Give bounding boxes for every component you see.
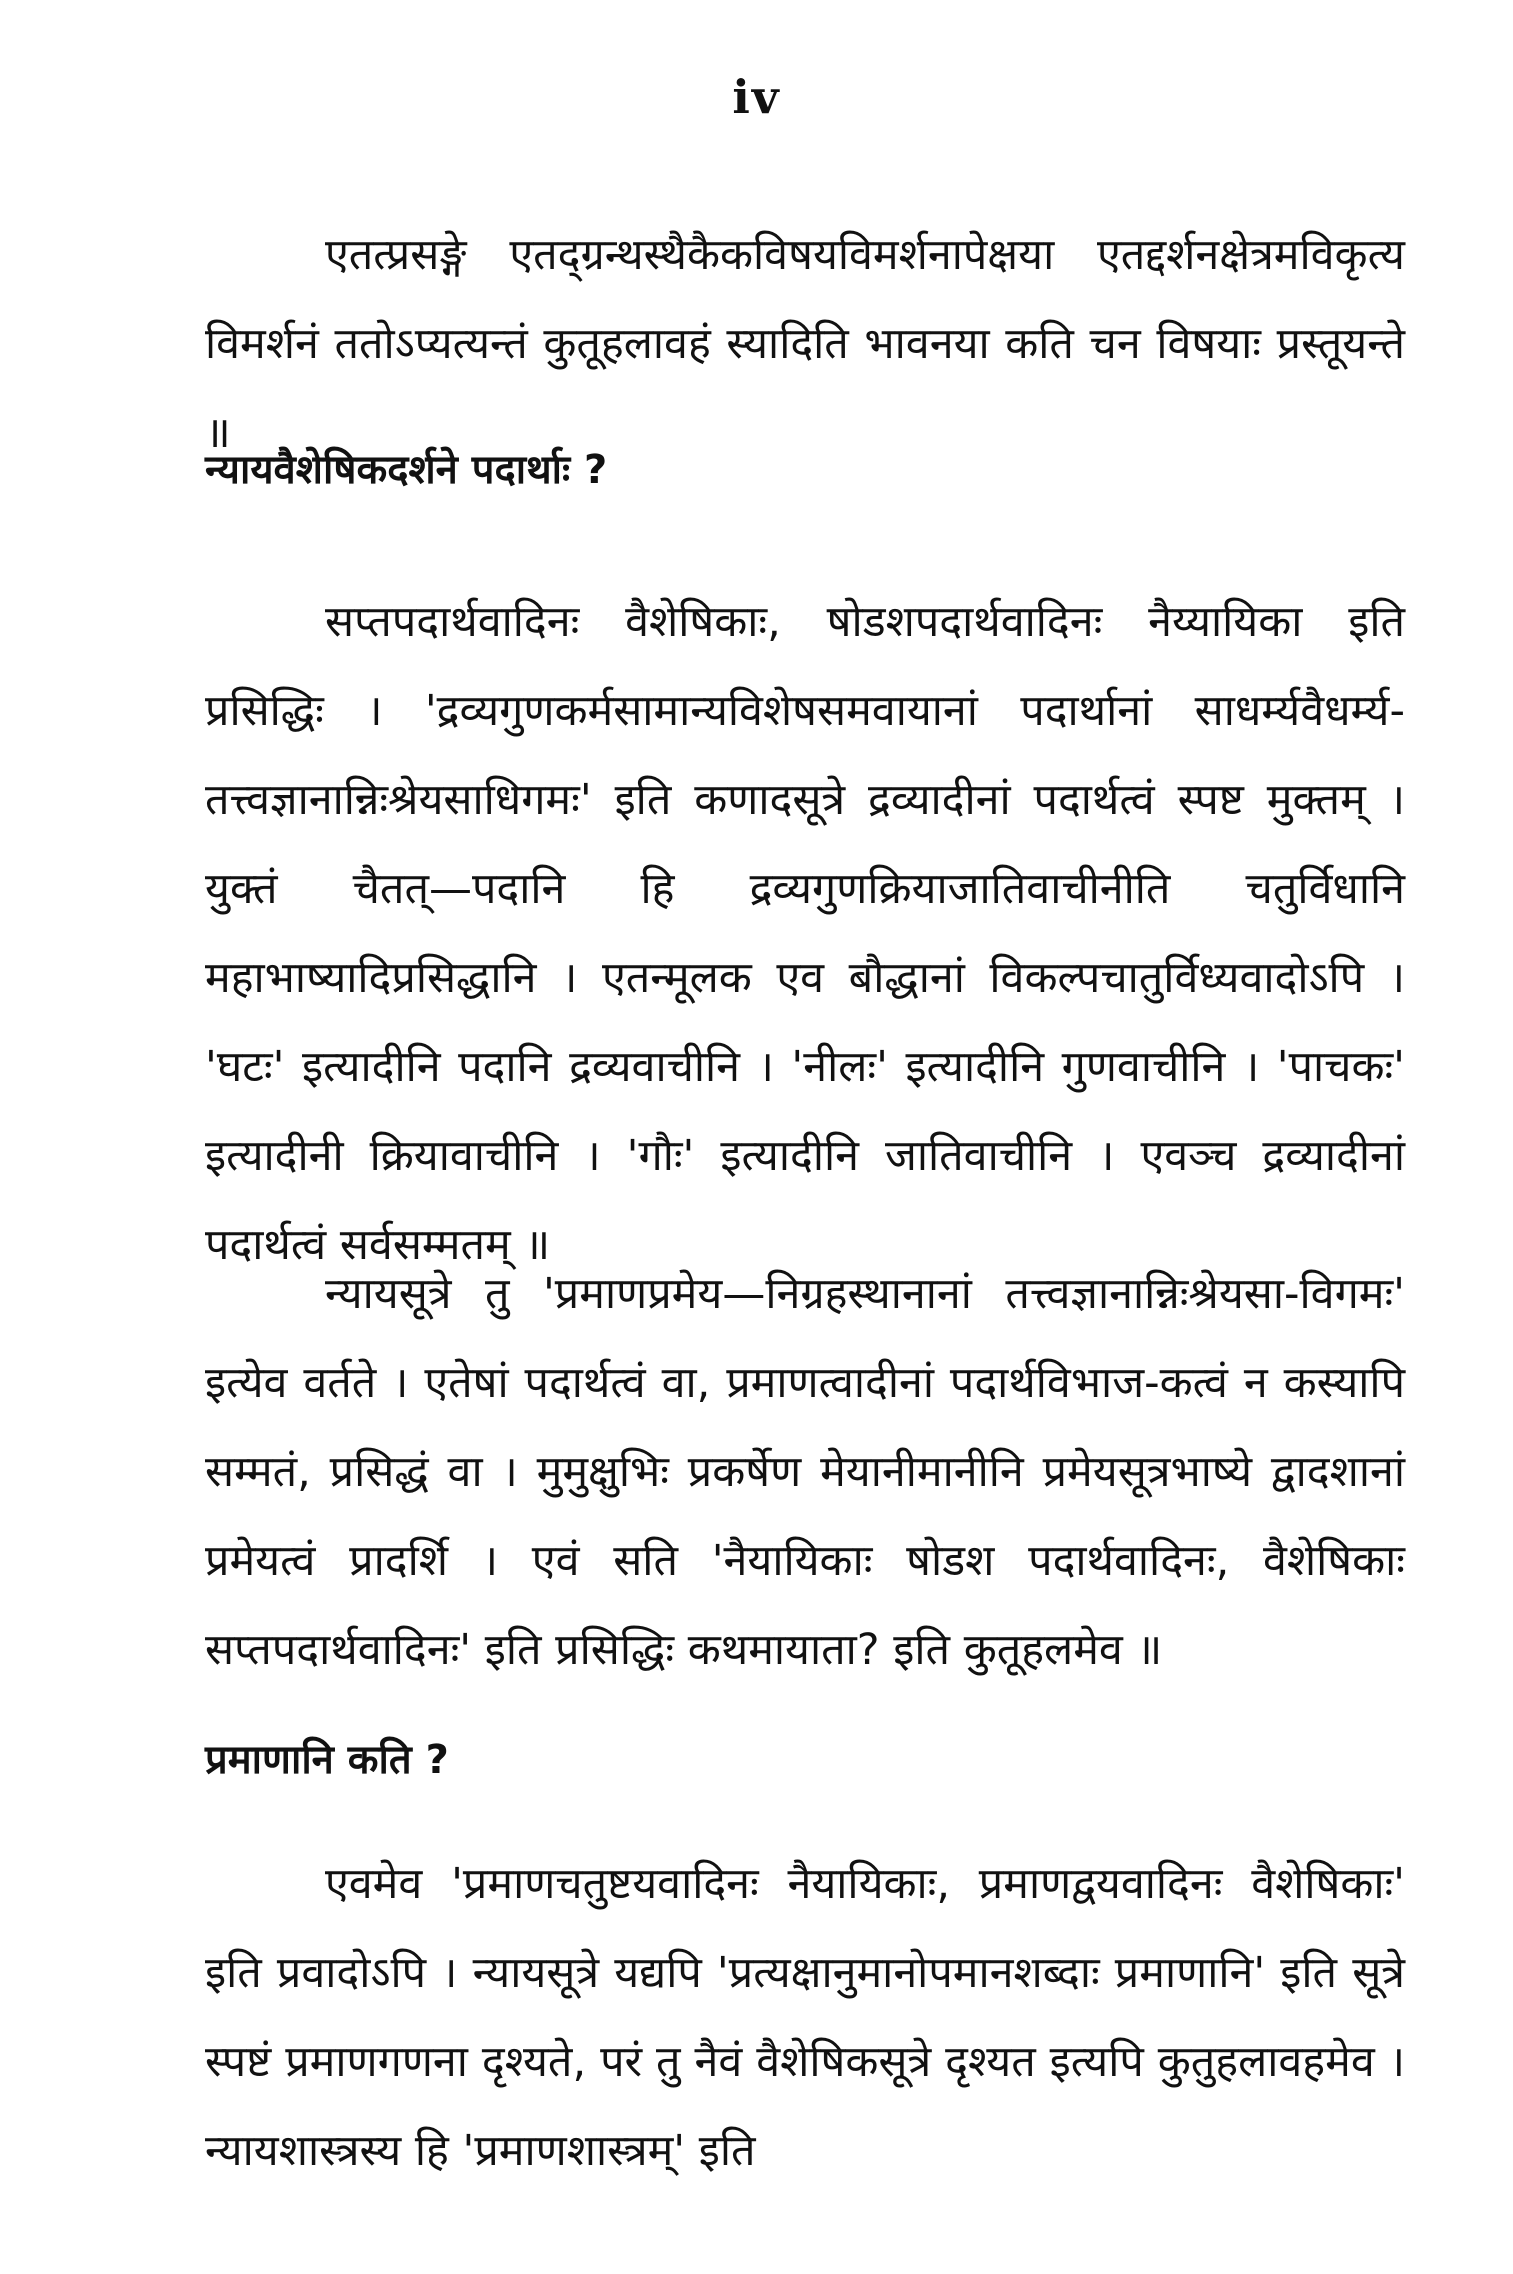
page-number: iv — [732, 70, 781, 124]
section-heading-pramanas: प्रमाणानि कति ? — [205, 1737, 449, 1783]
section-heading-padarthas: न्यायवैशेषिकदर्शने पदार्थाः ? — [205, 447, 608, 493]
paragraph-padartha-categories: सप्तपदार्थवादिनः वैशेषिकाः, षोडशपदार्थवादिनः नैय्यायिका इति प्रसिद्धिः । 'द्रव्यगुणकर्मसामान्यविशेषसमवायानां पदार्थानां साधर्म्यवैधर्म्य-तत्त्वज्ञानान्निःश्रेयसाधिगमः' इति कणादसूत्रे द्रव्यादीनां पदार्थत्वं स्पष्ट मुक्तम् । युक्तं चैतत्—पदानि हि द्रव्यगुणक्रियाजातिवाचीनीति चतुर्विधानि महाभाष्यादिप्रसिद्धानि । एतन्मूलक एव बौद्धानां विकल्पचातुर्विध्यवादोऽपि । 'घटः' इत्यादीनि पदानि द्रव्यवाचीनि । 'नीलः' इत्यादीनि गुणवाचीनि । 'पाचकः' इत्यादीनी क्रियावाचीनि । 'गौः' इत्यादीनि जातिवाचीनि । एवञ्च द्रव्यादीनां पदार्थत्वं सर्वसम्मतम् ॥ — [205, 597, 1405, 1270]
paragraph-pramana-count: एवमेव 'प्रमाणचतुष्टयवादिनः नैयायिकाः, प्रमाणद्वयवादिनः वैशेषिकाः' इति प्रवादोऽपि । न्यायसूत्रे यद्यपि 'प्रत्यक्षानुमानोपमानशब्दाः प्रमाणानि' इति सूत्रे स्पष्टं प्रमाणगणना दृश्यते, परं तु नैवं वैशेषिकसूत्रे दृश्यत इत्यपि कुतुहलावहमेव । न्यायशास्त्रस्य हि 'प्रमाणशास्त्रम्' इति — [205, 1859, 1405, 2176]
paragraph-nyaya-sutra: न्यायसूत्रे तु 'प्रमाणप्रमेय—निग्रहस्थानानां तत्त्वज्ञानान्निःश्रेयसा-विगमः' इत्येव वर्तते । एतेषां पदार्थत्वं वा, प्रमाणत्वादीनां पदार्थविभाज-कत्वं न कस्यापि सम्मतं, प्रसिद्धं वा । मुमुक्षुभिः प्रकर्षेण मेयानीमानीनि प्रमेयसूत्रभाष्ये द्वादशानां प्रमेयत्वं प्रादर्शि । एवं सति 'नैयायिकाः षोडश पदार्थवादिनः, वैशेषिकाः सप्तपदार्थवादिनः' इति प्रसिद्धिः कथमायाता? इति कुतूहलमेव ॥ — [205, 1269, 1405, 1675]
intro-paragraph: एतत्प्रसङ्गे एतद्ग्रन्थस्थैकैकविषयविमर्शनापेक्षया एतद्दर्शनक्षेत्रमविकृत्य विमर्शनं ततोऽप्यत्यन्तं कुतूहलावहं स्यादिति भावनया कति चन विषयाः प्रस्तूयन्ते ॥ — [205, 230, 1405, 458]
